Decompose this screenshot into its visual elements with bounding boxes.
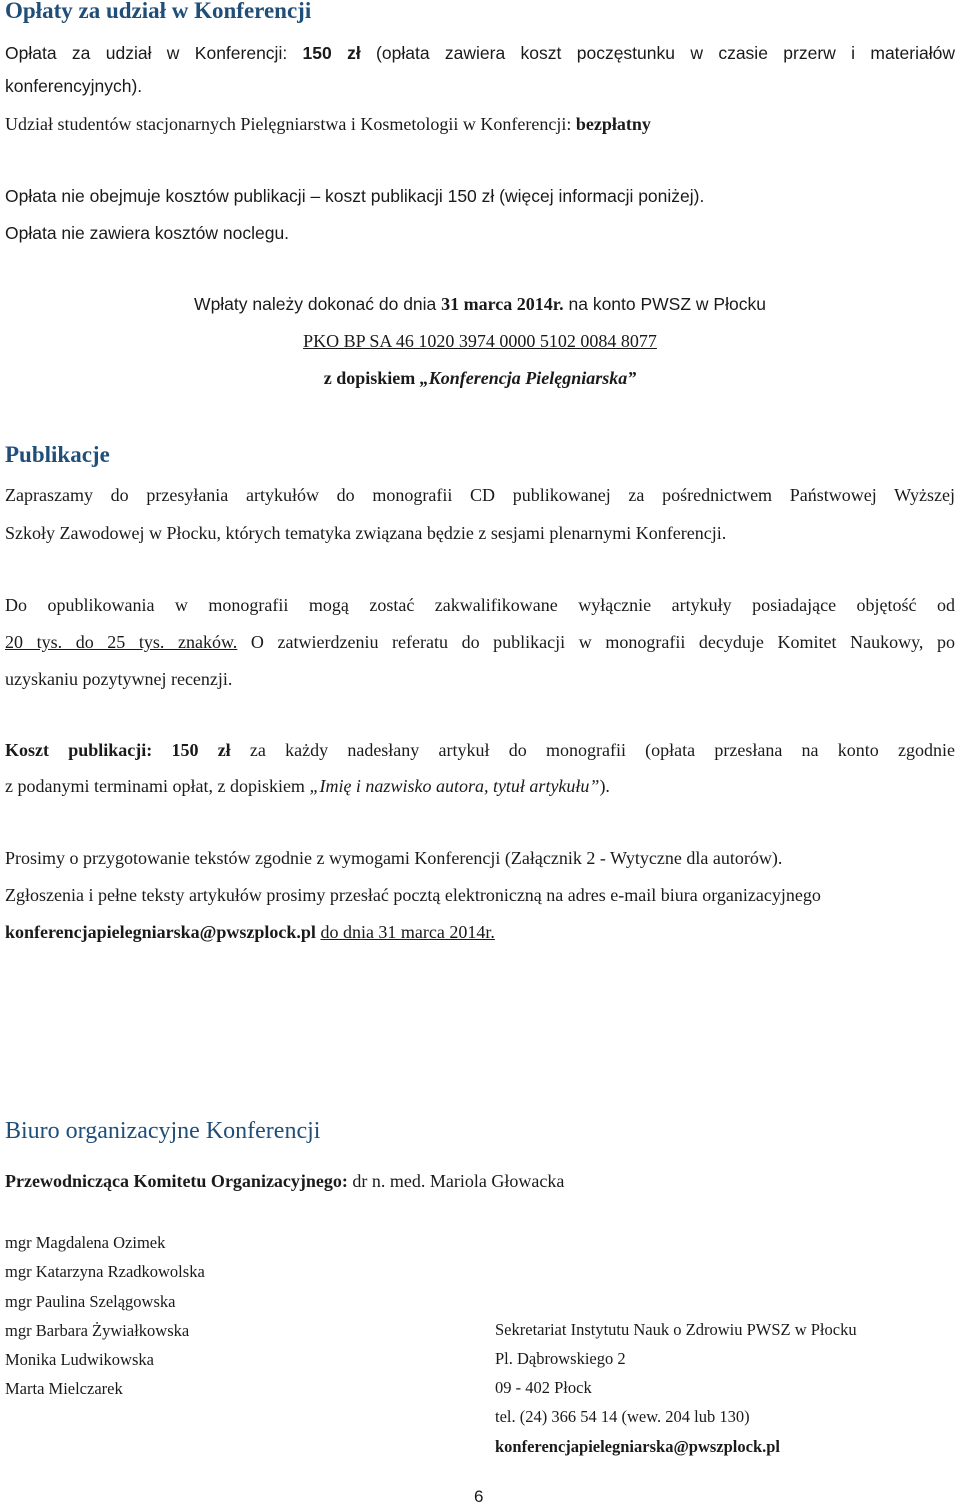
pub-p3-line-1: Koszt publikacji: 150 zł za każdy nadesłany artykuł do monografii (opłata przesłana na konto zgodnie (5, 740, 955, 760)
organizing-chair: Przewodnicząca Komitetu Organizacyjnego: dr n. med. Mariola Głowacka (5, 1171, 565, 1191)
pub-p4-line-3 (5, 922, 495, 943)
member-5: Monika Ludwikowska (5, 1350, 154, 1369)
submission-deadline: do dnia 31 marca 2014r. (320, 922, 495, 942)
member-4: mgr Barbara Żywiałkowska (5, 1321, 190, 1340)
fees-line-1: Opłata za udział w Konferencji: 150 zł (opłata zawiera koszt poczęstunku w czasie przerw i materiałów (5, 43, 955, 63)
member-1: mgr Magdalena Ozimek (5, 1233, 166, 1252)
fees-line-2: konferencyjnych). (5, 76, 143, 96)
office-heading: Biuro organizacyjne Konferencji (5, 1118, 321, 1144)
publications-heading: Publikacje (5, 442, 110, 467)
pub-p2-line-2: 20 tys. do 25 tys. znaków. O zatwierdzeniu referatu do publikacji w monografii decyduje Komitet Naukowy, po (5, 632, 955, 652)
office-email[interactable]: konferencjapielegniarska@pwszplock.pl (495, 1437, 781, 1456)
address-line-1: Sekretariat Instytutu Nauk o Zdrowiu PWSZ w Płocku (495, 1320, 857, 1339)
fees-heading: Opłaty za udział w Konferencji (5, 0, 312, 23)
member-6: Marta Mielczarek (5, 1379, 123, 1398)
member-2: mgr Katarzyna Rzadkowolska (5, 1262, 205, 1281)
payment-note: z dopiskiem „Konferencja Pielęgniarska” (323, 368, 637, 388)
pub-p2-line-3: uzyskaniu pozytywnej recenzji. (5, 669, 233, 689)
fees-line-4: Opłata nie obejmuje kosztów publikacji – koszt publikacji 150 zł (więcej informacji poniżej). (5, 186, 705, 206)
pub-p4-line-1: Prosimy o przygotowanie tekstów zgodnie z wymogami Konferencji (Załącznik 2 - Wytyczne dla autorów). (5, 848, 783, 868)
bank-account: PKO BP SA 46 1020 3974 0000 5102 0084 8077 (303, 331, 657, 351)
payment-deadline: Wpłaty należy dokonać do dnia 31 marca 2014r. na konto PWSZ w Płocku (194, 294, 766, 314)
member-3: mgr Paulina Szelągowska (5, 1292, 176, 1311)
pub-p2-line-1: Do opublikowania w monografii mogą zostać zakwalifikowane wyłącznie artykuły posiadające objętość od (5, 595, 955, 615)
pub-p1-line-1: Zapraszamy do przesyłania artykułów do monografii CD publikowanej za pośrednictwem Państwowej Wyższej (5, 485, 955, 505)
fees-line-5: Opłata nie zawiera kosztów noclegu. (5, 223, 290, 243)
address-line-3: 09 - 402 Płock (495, 1378, 592, 1397)
pub-p1-line-2: Szkoły Zawodowej w Płocku, których tematyka związana będzie z sesjami plenarnymi Konferencji. (5, 523, 727, 543)
submission-email[interactable]: konferencjapielegniarska@pwszplock.pl (5, 922, 316, 942)
page-number: 6 (474, 1487, 484, 1506)
pub-p4-line-2: Zgłoszenia i pełne teksty artykułów prosimy przesłać pocztą elektroniczną na adres e-mail biura organizacyjnego (5, 885, 821, 905)
fees-line-3: Udział studentów stacjonarnych Pielęgniarstwa i Kosmetologii w Konferencji: bezpłatny (5, 114, 651, 134)
address-line-2: Pl. Dąbrowskiego 2 (495, 1349, 626, 1368)
pub-p3-line-2: z podanymi terminami opłat, z dopiskiem „Imię i nazwisko autora, tytuł artykułu”). (5, 776, 610, 796)
address-phone: tel. (24) 366 54 14 (wew. 204 lub 130) (495, 1407, 750, 1426)
